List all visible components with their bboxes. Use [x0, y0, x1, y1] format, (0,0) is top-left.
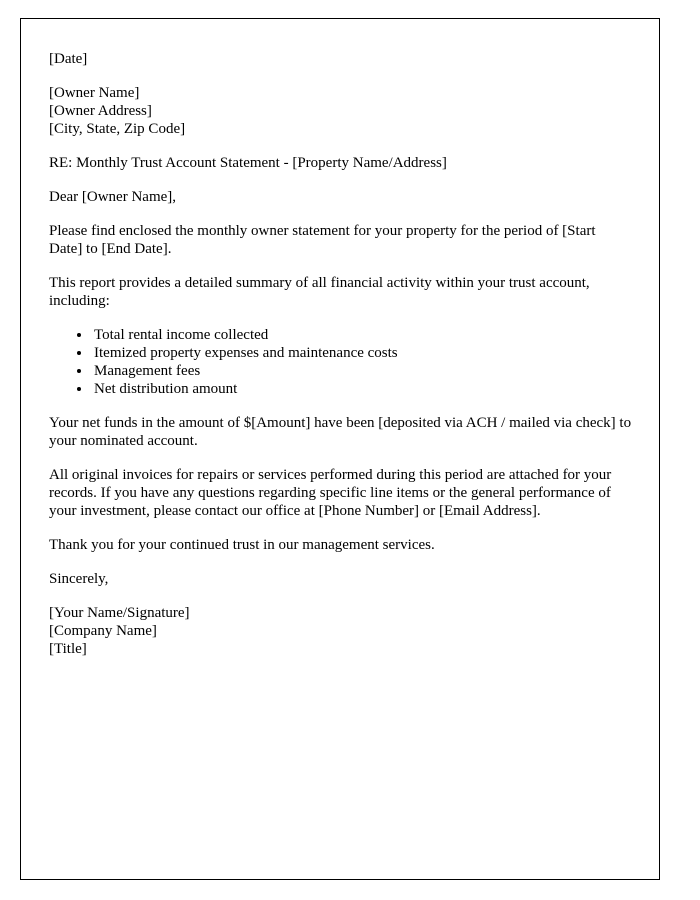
- date-line: [Date]: [49, 51, 88, 67]
- summary-bullet-list: [49, 326, 632, 398]
- signature-title: [Title]: [49, 641, 87, 657]
- paragraph-report-summary: This report provides a detailed summary of all financial activity within your trust account, including:: [49, 275, 590, 309]
- recipient-city-state-zip: [City, State, Zip Code]: [49, 121, 186, 137]
- recipient-block: [49, 84, 632, 138]
- paragraph-enclosed-statement: Please find enclosed the monthly owner statement for your property for the period of [Start Date] to [End Date].: [49, 223, 596, 257]
- list-item: • Management fees: [92, 362, 632, 380]
- closing: Sincerely,: [49, 571, 109, 587]
- salutation: Dear [Owner Name],: [49, 189, 177, 205]
- letter-page: [20, 18, 660, 880]
- paragraph-invoices-contact: All original invoices for repairs or services performed during this period are attached for your records. If you have any questions regarding specific line items or the general performance of your investment, please contact our office at [Phone Number] or [Email Address].: [49, 467, 612, 519]
- signature-block: [49, 604, 632, 658]
- list-item: • Itemized property expenses and maintenance costs: [92, 344, 632, 362]
- letter-body: [21, 19, 659, 658]
- paragraph-thank-you: Thank you for your continued trust in our management services.: [49, 537, 435, 553]
- list-item: • Net distribution amount: [92, 380, 632, 398]
- signature-company: [Company Name]: [49, 623, 157, 639]
- paragraph-net-funds: Your net funds in the amount of $[Amount] have been [deposited via ACH / mailed via check] to your nominated account.: [49, 415, 632, 449]
- recipient-name: [Owner Name]: [49, 85, 140, 101]
- subject-line: RE: Monthly Trust Account Statement - [Property Name/Address]: [49, 155, 447, 171]
- list-item: • Total rental income collected: [92, 326, 632, 344]
- signature-name: [Your Name/Signature]: [49, 605, 190, 621]
- recipient-address: [Owner Address]: [49, 103, 152, 119]
